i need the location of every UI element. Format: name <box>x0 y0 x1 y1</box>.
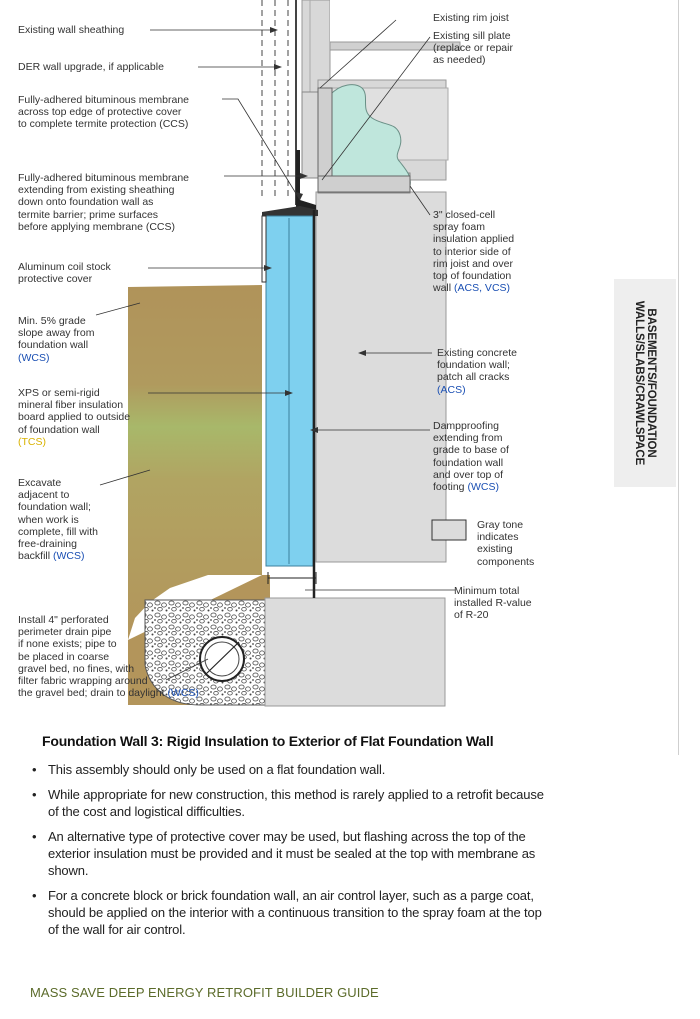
guide-footer: MASS SAVE DEEP ENERGY RETROFIT BUILDER GUIDE <box>30 985 379 1000</box>
bullet-item: • For a concrete block or brick foundation wall, an air control layer, such as a parge coat, should be applied on the interior with a continuous transition to the spray foam at the top of the wall for air control. <box>32 888 542 937</box>
bullet-list <box>30 761 550 946</box>
label-bituminous-membrane-termite: Fully-adhered bituminous membrane extending from existing sheathing down onto foundation wall as termite barrier; prime surfaces before applying membrane (CCS) <box>18 172 189 233</box>
sill-plate <box>318 176 410 192</box>
r-value-dimension <box>268 572 316 584</box>
figure-caption: Foundation Wall 3: Rigid Insulation to Exterior of Flat Foundation Wall <box>42 733 494 749</box>
existing-foundation-wall <box>316 192 446 562</box>
label-gray-tone: Gray tone indicates existing components <box>477 519 535 568</box>
bullet-item: • An alternative type of protective cover may be used, but flashing across the top of the exterior insulation must be provided and it must be sealed at the top with membrane as shown. <box>32 829 536 878</box>
drain-pipe <box>200 637 244 681</box>
page-edge-border <box>678 0 679 755</box>
label-rim-joist: Existing rim joist <box>433 12 509 24</box>
label-xps-board: XPS or semi-rigid mineral fiber insulation board applied to outside of foundation wall (TCS) <box>18 387 131 448</box>
label-existing-concrete: Existing concrete foundation wall; patch all cracks (ACS) <box>437 347 517 396</box>
label-drain-pipe: Install 4" perforated perimeter drain pipe if none exists; pipe to be placed in coarse gravel bed, no fines, with filter fabric wrapping around the gravel bed; drain to daylight (WCS) <box>18 614 199 700</box>
label-excavate: Excavate adjacent to foundation wall; when work is complete, fill with free-draining backfill (WCS) <box>18 477 98 563</box>
label-sill-plate: Existing sill plate (replace or repair as needed) <box>433 30 513 67</box>
label-min-r-value: Minimum total installed R-value of R-20 <box>454 585 532 622</box>
label-existing-wall-sheathing: Existing wall sheathing <box>18 24 125 36</box>
section-side-tab[interactable] <box>614 279 676 487</box>
label-grade-slope: Min. 5% grade slope away from foundation wall (WCS) <box>18 315 95 364</box>
section-tab-label: BASEMENTS/FOUNDATION WALLS/SLABS/CRAWLSPACE <box>633 300 657 466</box>
rim-joist <box>318 88 332 176</box>
label-bituminous-membrane-top: Fully-adhered bituminous membrane across top edge of protective cover to complete termite protection (CCS) <box>18 94 189 131</box>
label-aluminum-coil: Aluminum coil stock protective cover <box>18 261 111 286</box>
label-spray-foam: 3" closed-cell spray foam insulation applied to interior side of rim joist and over top of foundation wall (ACS, VCS) <box>433 209 515 295</box>
footing <box>265 598 445 706</box>
bullet-item: • This assembly should only be used on a flat foundation wall. <box>32 762 386 777</box>
gray-tone-swatch <box>432 520 466 540</box>
bullet-item: • While appropriate for new construction, this method is rarely applied to a retrofit because of the cost and logistical difficulties. <box>32 787 544 819</box>
label-der-wall-upgrade: DER wall upgrade, if applicable <box>18 61 164 73</box>
aluminum-coil-cover <box>262 216 266 282</box>
label-dampproofing: Dampproofing extending from grade to base of foundation wall and over top of footing (WCS) <box>433 420 509 494</box>
